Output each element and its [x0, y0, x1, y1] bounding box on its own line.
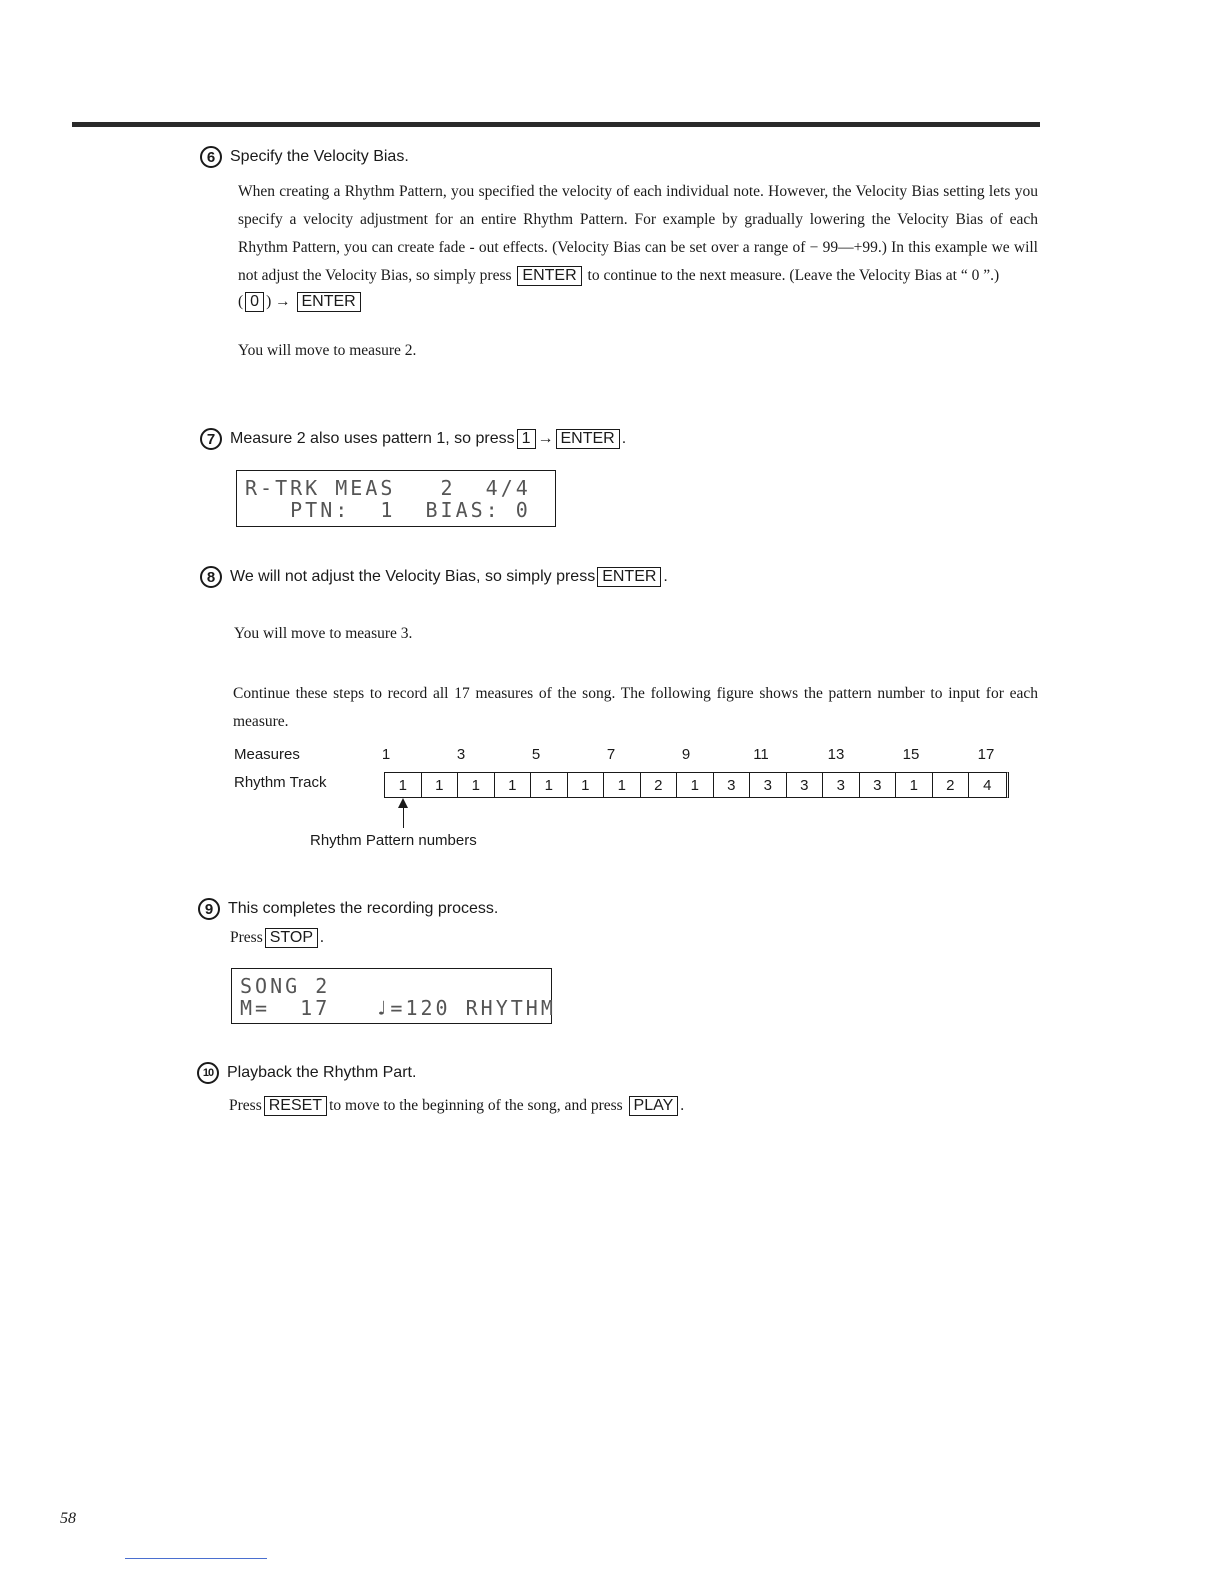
enter-key: ENTER	[597, 567, 661, 587]
top-rule	[72, 122, 1040, 127]
measure-number: 15	[902, 746, 920, 763]
one-key: 1	[517, 429, 536, 449]
step-number-8: 8	[200, 566, 222, 588]
rhythm-track-row	[384, 772, 1009, 798]
step-6-text-2: to continue to the next measure. (Leave the Velocity Bias at “ 0 ”.)	[587, 267, 1000, 284]
step-7	[200, 428, 626, 450]
measure-number: 7	[606, 746, 616, 763]
paren-close: )	[266, 293, 272, 310]
track-cell: 3	[823, 773, 860, 797]
track-cell: 2	[933, 773, 970, 797]
step-10-press-line	[229, 1096, 684, 1116]
track-cell: 1	[422, 773, 459, 797]
step-10	[197, 1062, 416, 1084]
step-9-title: This completes the recording process.	[228, 900, 499, 917]
lcd-1-line-1: R-TRK MEAS 2 4/4	[245, 476, 531, 500]
track-cell: 3	[714, 773, 751, 797]
step-6	[200, 146, 409, 168]
track-cell: 3	[860, 773, 897, 797]
measure-number: 11	[753, 746, 769, 763]
step-8-title: We will not adjust the Velocity Bias, so simply press	[230, 568, 596, 585]
measure-number: 13	[827, 746, 845, 763]
measure-number: 9	[681, 746, 691, 763]
track-cell: 4	[983, 776, 992, 794]
arrow-icon: →	[275, 293, 291, 310]
step-6-heading	[200, 146, 409, 168]
period: .	[680, 1097, 685, 1114]
footer-line	[125, 1558, 267, 1559]
paren-open: (	[238, 293, 244, 310]
track-cell: 1	[604, 773, 641, 797]
step-number-9: 9	[198, 898, 220, 920]
play-key: PLAY	[629, 1096, 679, 1116]
step-number-10: 10	[197, 1062, 219, 1084]
rhythm-pattern-numbers-label: Rhythm Pattern numbers	[310, 832, 477, 849]
track-cell: 1	[531, 773, 568, 797]
measure-number: 3	[456, 746, 466, 763]
measures-label: Measures	[234, 746, 300, 763]
step-10-middle-text: to move to the beginning of the song, and press	[329, 1097, 623, 1114]
step-6-result: You will move to measure 2.	[238, 342, 417, 359]
step-10-heading	[197, 1062, 416, 1084]
continue-paragraph: Continue these steps to record all 17 measures of the song. The following figure shows the pattern number to input for each measure.	[233, 685, 1038, 730]
step-7-title: Measure 2 also uses pattern 1, so press	[230, 430, 515, 447]
enter-key: ENTER	[297, 292, 361, 312]
track-cell: 1	[495, 773, 532, 797]
page-number: 58	[60, 1510, 76, 1527]
enter-key: ENTER	[556, 429, 620, 449]
step-9	[198, 898, 498, 920]
step-7-heading	[200, 428, 626, 450]
track-cell: 1	[385, 773, 422, 797]
measure-number: 17	[977, 746, 995, 763]
track-cell: 2	[641, 773, 678, 797]
rhythm-track-label: Rhythm Track	[234, 774, 327, 791]
step-6-paragraph	[238, 178, 1038, 290]
reset-key: RESET	[264, 1096, 327, 1116]
step-8	[200, 566, 668, 588]
track-cell: 3	[787, 773, 824, 797]
lcd-2-line-1: SONG 2	[240, 974, 331, 998]
period: .	[663, 568, 668, 585]
step-number-6: 6	[200, 146, 222, 168]
press-text: Press	[229, 1097, 262, 1114]
step-9-press-line	[230, 928, 324, 948]
pointer-arrow-icon	[403, 800, 404, 828]
measure-number: 5	[531, 746, 541, 763]
period: .	[621, 430, 627, 447]
step-8-result: You will move to measure 3.	[234, 625, 413, 642]
step-6-body	[238, 178, 1038, 360]
step-8-heading	[200, 566, 668, 588]
arrow-icon: →	[537, 430, 554, 447]
step-6-text-1: When creating a Rhythm Pattern, you specified the velocity of each individual note. However, the Velocity Bias setting lets you specify a velocity adjustment for an entire Rhythm Pattern. For example by gradually lowering the Velocity Bias of each Rhythm Pattern, you can create fade - out effects. (Velocity Bias can be set over a range of − 99—+99.) In this example we will not adjust the Velocity Bias, so simply press	[238, 183, 1038, 284]
press-text: Press	[230, 929, 263, 946]
zero-key: 0	[245, 292, 264, 312]
track-cell: 1	[896, 773, 933, 797]
track-cell: 1	[568, 773, 605, 797]
track-cell: 1	[677, 773, 714, 797]
enter-key: ENTER	[517, 266, 581, 286]
period: .	[320, 929, 324, 946]
track-cell: 3	[750, 773, 787, 797]
measure-number: 1	[381, 746, 391, 763]
step-6-title: Specify the Velocity Bias.	[230, 148, 409, 165]
stop-key: STOP	[265, 928, 318, 948]
step-10-title: Playback the Rhythm Part.	[227, 1064, 417, 1081]
lcd-display-2	[231, 968, 556, 1024]
track-cell: 1	[458, 773, 495, 797]
step-6-sequence	[238, 292, 1038, 312]
lcd-2-line-2: M= 17 ♩=120 RHYTHM	[240, 996, 556, 1020]
step-9-heading	[198, 898, 498, 920]
lcd-display-1	[236, 470, 556, 527]
step-number-7: 7	[200, 428, 222, 450]
lcd-1-line-2: PTN: 1 BIAS: 0	[245, 498, 531, 522]
